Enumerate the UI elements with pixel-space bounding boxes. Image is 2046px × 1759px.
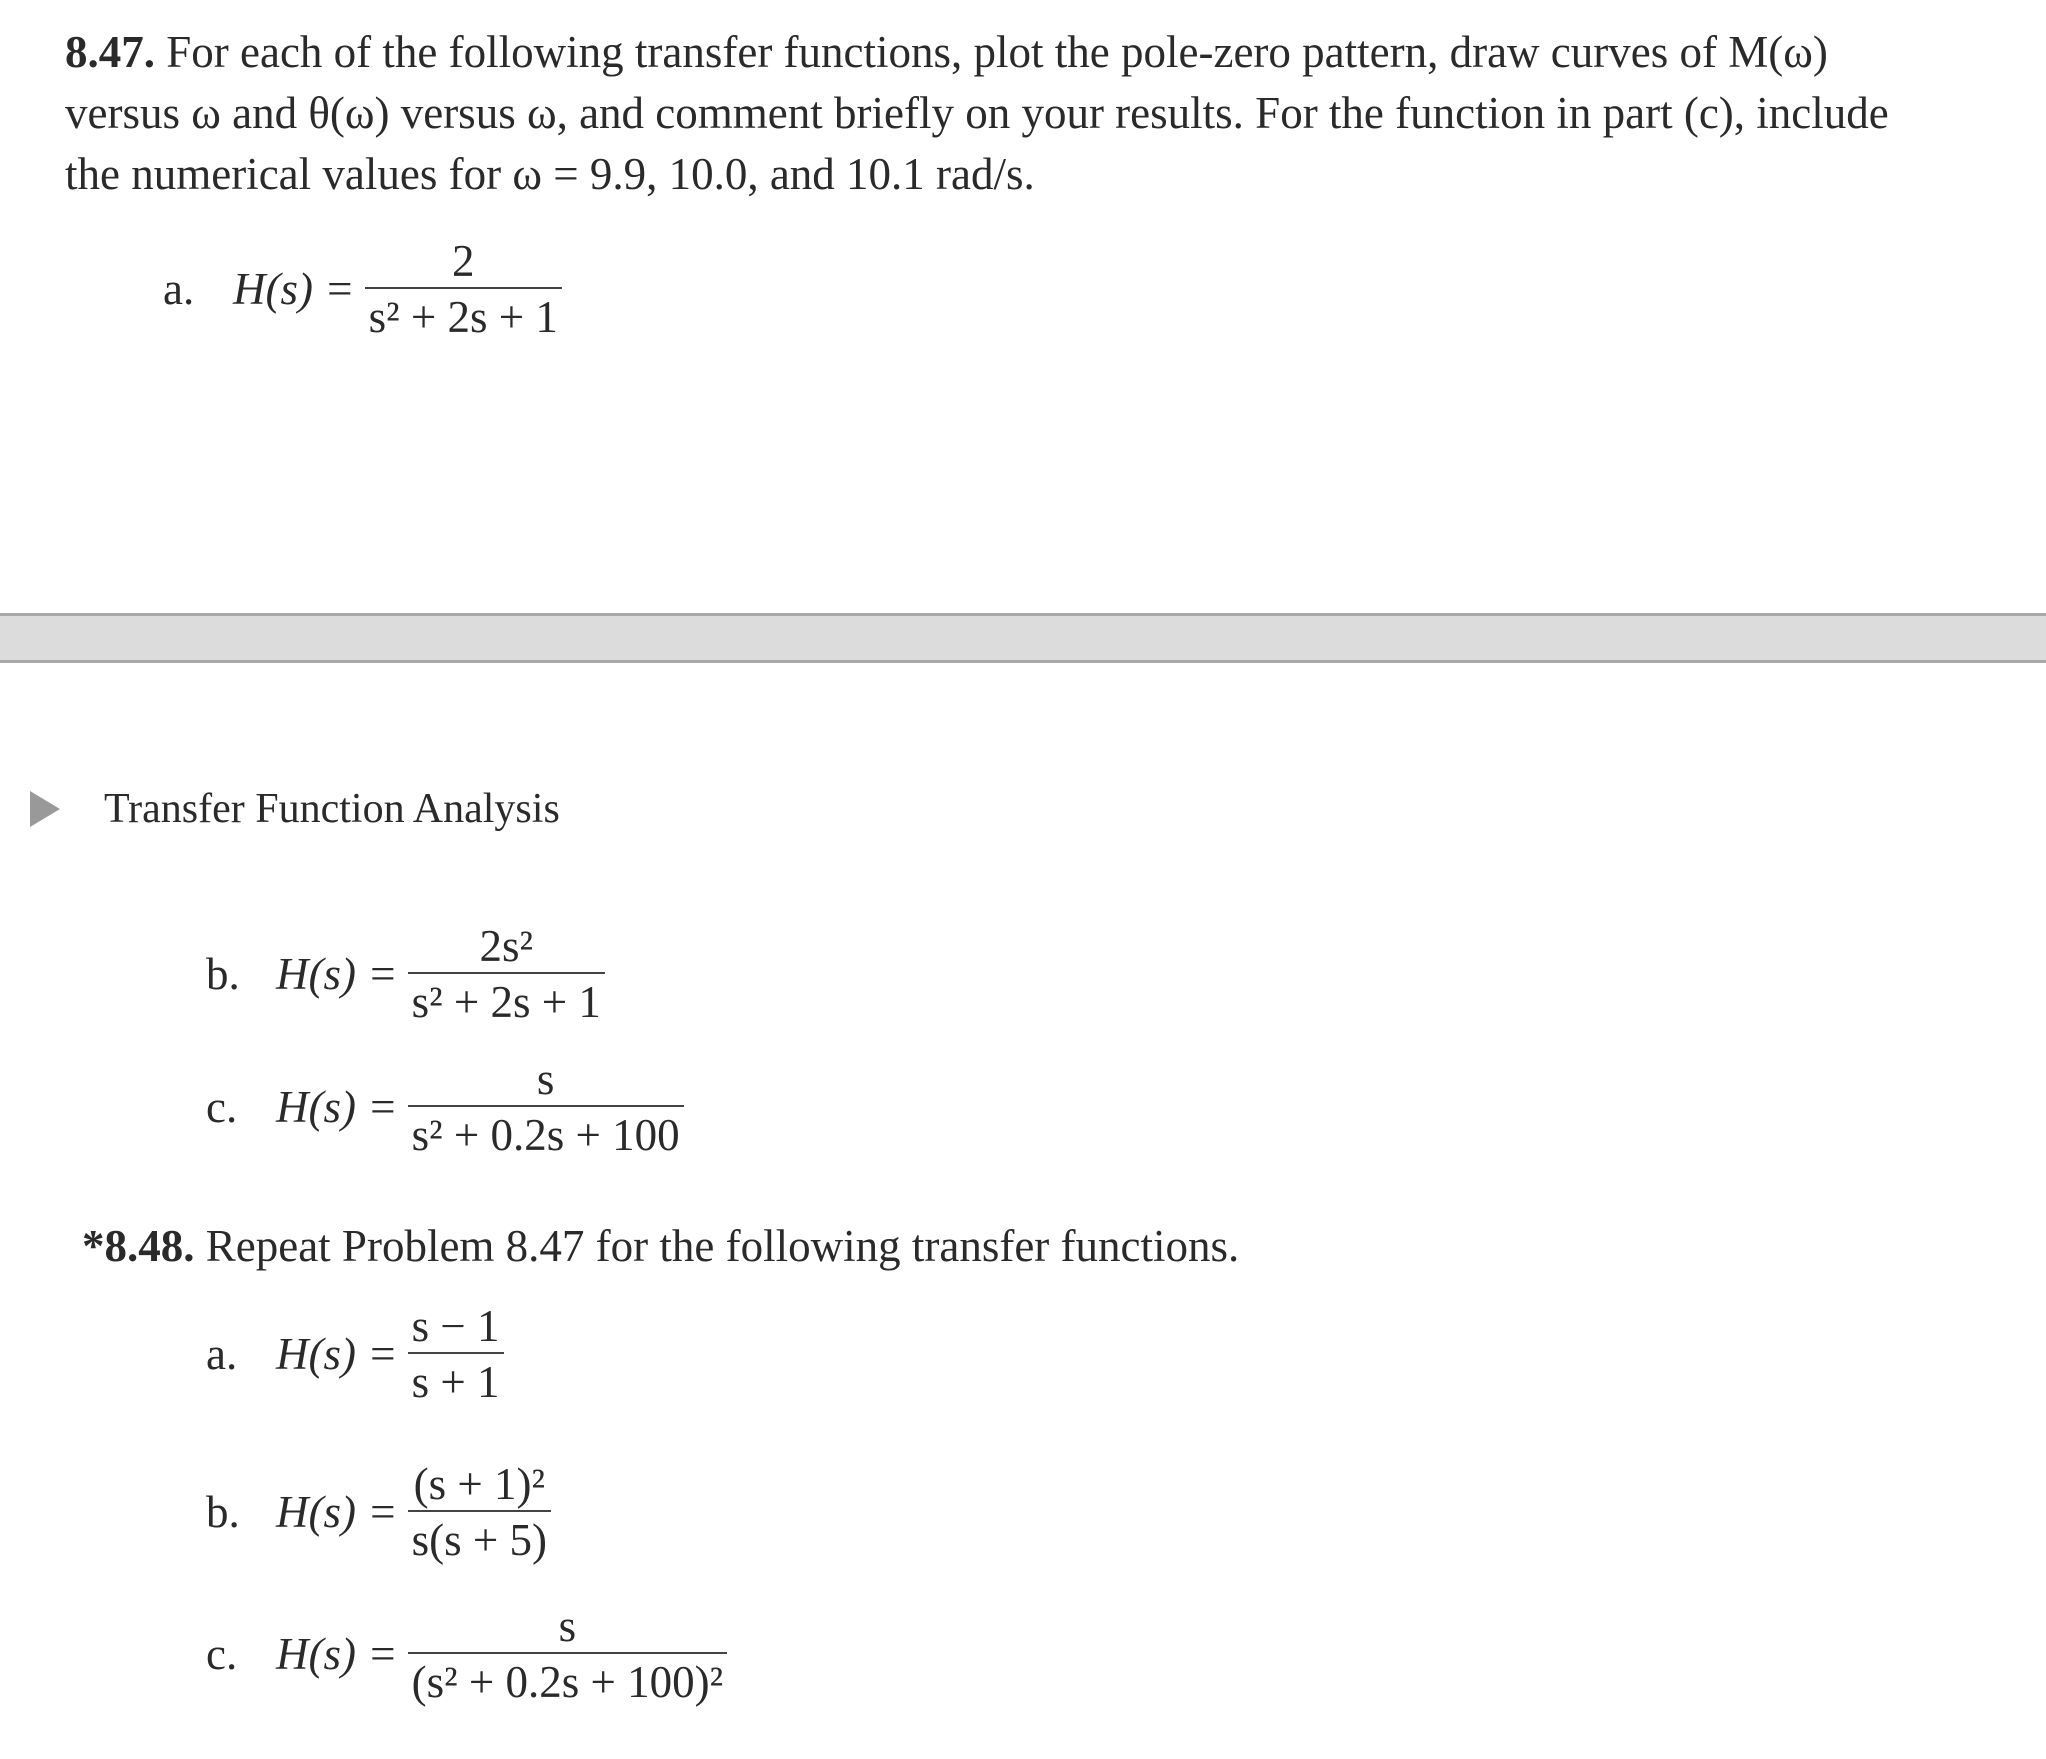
denominator: s² + 2s + 1 <box>365 287 562 343</box>
denominator: (s² + 0.2s + 100)² <box>408 1652 727 1708</box>
triangle-right-icon[interactable] <box>30 791 60 827</box>
numerator: s <box>536 1054 555 1104</box>
problem-statement: Repeat Problem 8.47 for the following transfer functions. <box>205 1221 1240 1271</box>
section-title: Transfer Function Analysis <box>104 786 560 832</box>
section-toggle[interactable] <box>30 785 560 833</box>
denominator: s + 1 <box>408 1352 504 1408</box>
numerator: (s + 1)² <box>413 1459 545 1509</box>
numerator: 2 <box>452 236 475 286</box>
part-label: a. <box>163 264 195 314</box>
equation-lhs: H(s) = <box>233 264 355 314</box>
equation-lhs: H(s) = <box>276 1329 398 1379</box>
part-label: b. <box>206 1487 240 1537</box>
problem-8-47-part-b <box>206 920 605 1028</box>
equation-lhs: H(s) = <box>276 1487 398 1537</box>
denominator: s² + 0.2s + 100 <box>408 1105 684 1161</box>
problem-8-47-part-a <box>163 235 562 343</box>
part-label: b. <box>206 949 240 999</box>
denominator: s(s + 5) <box>408 1510 551 1566</box>
equation-lhs: H(s) = <box>276 1082 398 1132</box>
problem-8-48-part-a <box>206 1300 504 1408</box>
numerator: s <box>558 1601 577 1651</box>
problem-8-48-part-c <box>206 1600 727 1708</box>
problem-8-47-part-c <box>206 1053 684 1161</box>
part-label: c. <box>206 1082 238 1132</box>
equation-lhs: H(s) = <box>276 949 398 999</box>
section-divider <box>0 613 2046 663</box>
problem-8-48-text <box>82 1220 1239 1272</box>
part-label: a. <box>206 1329 238 1379</box>
denominator: s² + 2s + 1 <box>408 972 605 1028</box>
equation-lhs: H(s) = <box>276 1629 398 1679</box>
numerator: s − 1 <box>411 1301 500 1351</box>
numerator: 2s² <box>479 921 533 971</box>
problem-statement: For each of the following transfer functions, plot the pole-zero pattern, draw curves of M(ω) versus ω and θ(ω) versus ω, and comment briefly on your results. For the function in part (c), include the numerical values for ω = 9.9, 10.0, and 10.1 rad/s. <box>65 27 1889 199</box>
problem-number: 8.47. <box>65 27 155 77</box>
part-label: c. <box>206 1629 238 1679</box>
problem-8-48-part-b <box>206 1458 551 1566</box>
problem-8-47-text <box>65 22 1945 205</box>
problem-number: *8.48. <box>82 1221 195 1271</box>
